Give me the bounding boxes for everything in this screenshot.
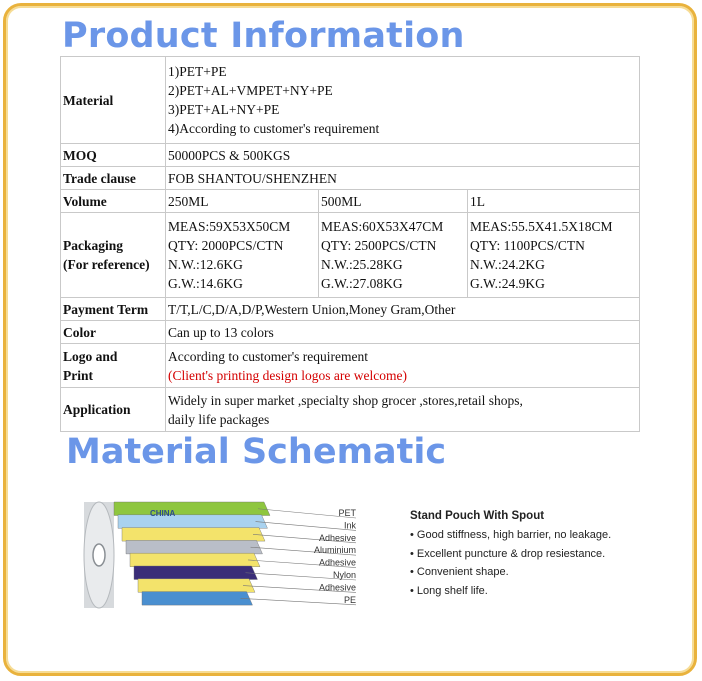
trade-clause-value: FOB SHANTOU/SHENZHEN bbox=[166, 167, 640, 190]
table-row bbox=[61, 167, 640, 190]
packaging-meas: MEAS:59X53X50CM bbox=[168, 219, 291, 234]
material-values bbox=[166, 57, 640, 144]
application-value bbox=[166, 388, 640, 432]
packaging-qty: QTY: 2500PCS/CTN bbox=[321, 238, 437, 253]
packaging-500ml bbox=[319, 213, 468, 298]
packaging-meas: MEAS:55.5X41.5X18CM bbox=[470, 219, 613, 234]
moq-label: MOQ bbox=[61, 144, 166, 167]
logo-print-label-line: Print bbox=[63, 367, 93, 383]
application-line: daily life packages bbox=[168, 411, 270, 427]
layer-leader-line bbox=[241, 598, 357, 604]
layer-label: Adhesive bbox=[318, 532, 356, 543]
volume-500ml: 500ML bbox=[319, 190, 468, 213]
layer-band-pet bbox=[114, 502, 270, 516]
layer-band-adhesive bbox=[138, 579, 255, 593]
packaging-1l bbox=[468, 213, 640, 298]
layer-label: Ink bbox=[343, 520, 356, 531]
material-option: 2)PET+AL+VMPET+NY+PE bbox=[168, 83, 333, 98]
table-row bbox=[61, 213, 640, 298]
packaging-gw: G.W.:24.9KG bbox=[470, 276, 545, 291]
packaging-meas: MEAS:60X53X47CM bbox=[321, 219, 444, 234]
layer-label: Aluminium bbox=[313, 545, 356, 556]
stand-pouch-bullet: • Long shelf life. bbox=[410, 584, 488, 597]
packaging-nw: N.W.:24.2KG bbox=[470, 257, 545, 272]
material-option: 3)PET+AL+NY+PE bbox=[168, 102, 280, 117]
volume-label: Volume bbox=[61, 190, 166, 213]
layer-band-nylon bbox=[134, 566, 258, 580]
packaging-qty: QTY: 1100PCS/CTN bbox=[470, 238, 585, 253]
packaging-nw: N.W.:12.6KG bbox=[168, 257, 243, 272]
packaging-gw: G.W.:27.08KG bbox=[321, 276, 403, 291]
logo-print-value bbox=[166, 344, 640, 388]
volume-250ml: 250ML bbox=[166, 190, 319, 213]
application-label: Application bbox=[61, 388, 166, 432]
packaging-label-line: Packaging bbox=[63, 238, 124, 253]
packaging-qty: QTY: 2000PCS/CTN bbox=[168, 238, 284, 253]
logo-print-label-line: Logo and bbox=[63, 348, 118, 364]
layer-label: PE bbox=[343, 594, 356, 605]
table-row bbox=[61, 321, 640, 344]
layer-band-adhesive bbox=[130, 553, 260, 567]
table-row bbox=[61, 144, 640, 167]
film-logo bbox=[150, 509, 176, 518]
volume-1l: 1L bbox=[468, 190, 640, 213]
layer-label: PET bbox=[338, 508, 356, 518]
layer-label: Adhesive bbox=[318, 557, 356, 568]
layer-bands bbox=[114, 502, 270, 605]
payment-term-value: T/T,L/C,D/A,D/P,Western Union,Money Gram,Other bbox=[166, 298, 640, 321]
product-spec-table bbox=[60, 56, 640, 432]
color-value: Can up to 13 colors bbox=[166, 321, 640, 344]
layer-band-ink bbox=[118, 515, 268, 529]
layer-label: Adhesive bbox=[318, 582, 356, 593]
packaging-label-note: (For reference) bbox=[63, 257, 150, 272]
roll-illustration bbox=[84, 502, 114, 608]
film-logo-text: CHINA bbox=[150, 509, 176, 518]
material-layer-diagram bbox=[76, 490, 366, 620]
table-row bbox=[61, 388, 640, 432]
material-option: 4)According to customer's requirement bbox=[168, 121, 380, 136]
payment-term-label: Payment Term bbox=[61, 298, 166, 321]
stand-pouch-bullet: • Good stiffness, high barrier, no leakage. bbox=[410, 529, 612, 541]
logo-print-requirement: According to customer's requirement bbox=[168, 348, 368, 364]
packaging-250ml bbox=[166, 213, 319, 298]
logo-print-label bbox=[61, 344, 166, 388]
roll-core bbox=[93, 544, 105, 566]
layer-leader-line bbox=[256, 522, 357, 531]
layer-band-pe bbox=[142, 592, 253, 606]
packaging-nw: N.W.:25.28KG bbox=[321, 257, 403, 272]
layer-label: Nylon bbox=[332, 570, 356, 580]
stand-pouch-bullet: • Convenient shape. bbox=[410, 566, 509, 578]
packaging-gw: G.W.:14.6KG bbox=[168, 276, 243, 291]
layer-band-adhesive bbox=[122, 528, 265, 542]
table-row bbox=[61, 190, 640, 213]
stand-pouch-title: Stand Pouch With Spout bbox=[410, 510, 545, 522]
material-schematic-title: Material Schematic bbox=[66, 432, 447, 472]
material-label: Material bbox=[61, 57, 166, 144]
table-row bbox=[61, 57, 640, 144]
application-line: Widely in super market ,specialty shop grocer ,stores,retail shops, bbox=[168, 392, 523, 408]
color-label: Color bbox=[61, 321, 166, 344]
moq-value: 50000PCS & 500KGS bbox=[166, 144, 640, 167]
trade-clause-label: Trade clause bbox=[61, 167, 166, 190]
stand-pouch-bullet: • Excellent puncture & drop resiestance. bbox=[410, 547, 606, 560]
product-information-title: Product Information bbox=[62, 16, 465, 56]
stand-pouch-info bbox=[410, 510, 611, 600]
packaging-label bbox=[61, 213, 166, 298]
table-row bbox=[61, 298, 640, 321]
material-option: 1)PET+PE bbox=[168, 64, 227, 79]
layer-band-aluminium bbox=[126, 540, 263, 554]
table-row bbox=[61, 344, 640, 388]
logo-print-note: (Client's printing design logos are welcome) bbox=[168, 367, 408, 383]
